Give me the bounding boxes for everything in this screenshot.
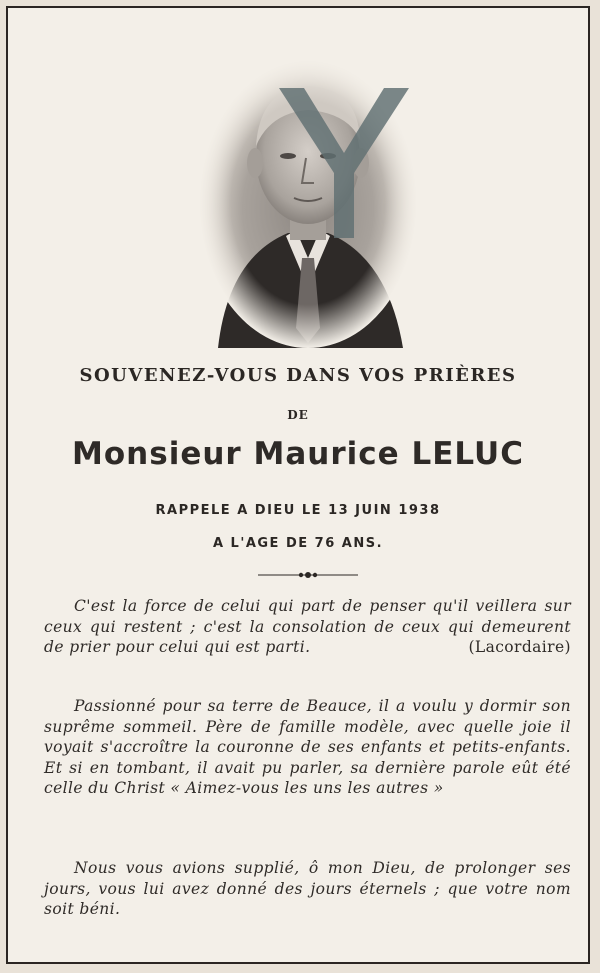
quote-paragraph <box>44 596 571 658</box>
heading-remember: SOUVENEZ-VOUS DANS VOS PRIÈRES <box>79 365 517 386</box>
quote-attribution: (Lacordaire) <box>468 638 571 656</box>
watermark-y <box>274 88 414 238</box>
deceased-name: Monsieur Maurice LELUC <box>72 436 524 472</box>
memorial-card <box>6 6 590 964</box>
tribute-text: Passionné pour sa terre de Beauce, il a voulu y dormir son suprême sommeil. Père de famille modèle, avec quelle joie il voyait s'accroître la couronne de ses enfants et petits-enfants. Et si en tombant, il avait pu parler, sa dernière parole eût été celle du Christ « Aimez-vous les uns les autres » <box>44 697 571 797</box>
age-line: A L'AGE DE 76 ANS. <box>212 536 384 551</box>
tribute-paragraph <box>44 696 571 799</box>
prayer-paragraph <box>44 858 571 920</box>
prayer-text: Nous vous avions supplié, ô mon Dieu, de prolonger ses jours, vous lui avez donné des jours éternels ; que votre nom soit béni. <box>44 859 571 918</box>
quote-text: C'est la force de celui qui part de penser qu'il veillera sur ceux qui restent ; c'est la consolation de ceux qui demeurent de prier pour celui qui est parti. <box>44 597 571 656</box>
recall-date-line: RAPPELE A DIEU LE 13 JUIN 1938 <box>155 503 441 518</box>
divider-ornament <box>258 570 358 580</box>
heading-de: DE <box>287 408 309 422</box>
